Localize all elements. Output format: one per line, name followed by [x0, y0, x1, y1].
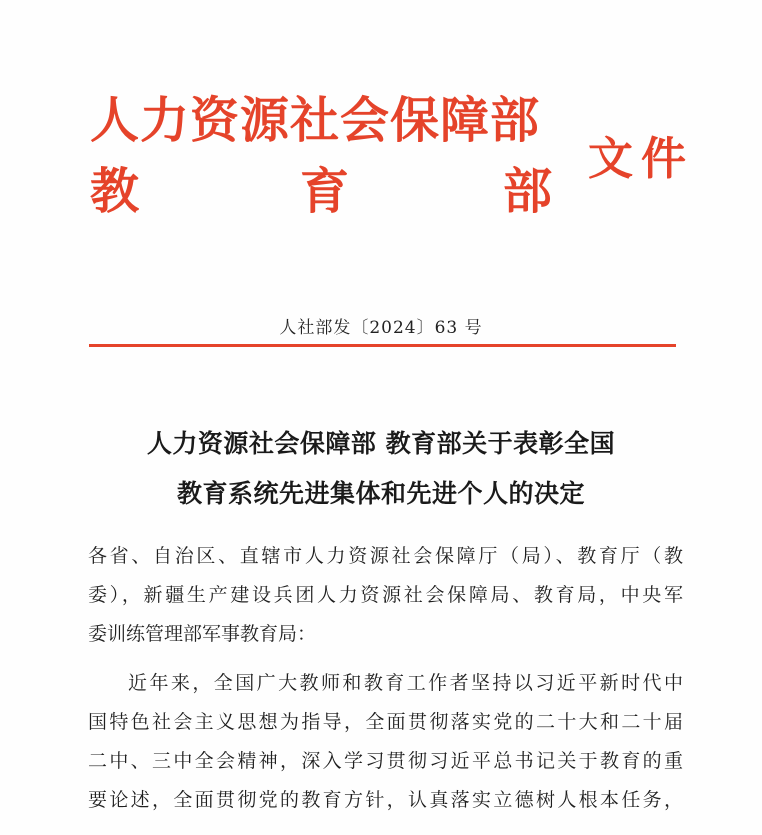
addressee-line-3: 委训练管理部军事教育局：: [88, 623, 317, 645]
document-number: 人社部发〔2024〕63 号: [279, 318, 483, 338]
issuing-org-line1: 人力资源社会保障部: [90, 91, 541, 149]
addressee-line-1: 各省、自治区、直辖市人力资源社会保障厅（局）、教育厅（教: [88, 545, 683, 567]
body-line-1: 近年来，全国广大教师和教育工作者坚持以习近平新时代中: [128, 672, 683, 694]
red-divider-line: [89, 344, 676, 347]
document-title-line2: 教育系统先进集体和先进个人的决定: [176, 479, 585, 508]
addressee-paragraph: [88, 537, 683, 654]
issuing-org-line2-char1: 教: [90, 162, 140, 220]
issuing-org-line2-char2: 育: [300, 162, 350, 220]
body-line-3: 二中、三中全会精神，深入学习贯彻习近平总书记关于教育的重: [88, 750, 683, 772]
addressee-line-2: 委），新疆生产建设兵团人力资源社会保障局、教育局，中央军: [88, 584, 683, 606]
body-line-4: 要论述，全面贯彻党的教育方针，认真落实立德树人根本任务，: [88, 789, 683, 811]
body-line-2: 国特色社会主义思想为指导，全面贯彻落实党的二十大和二十届: [88, 711, 683, 733]
document-type-label: 文件: [588, 132, 695, 185]
body-paragraph-1: [88, 664, 683, 820]
issuing-org-line2-char3: 部: [503, 162, 553, 220]
document-title-line1: 人力资源社会保障部 教育部关于表彰全国: [146, 429, 616, 458]
